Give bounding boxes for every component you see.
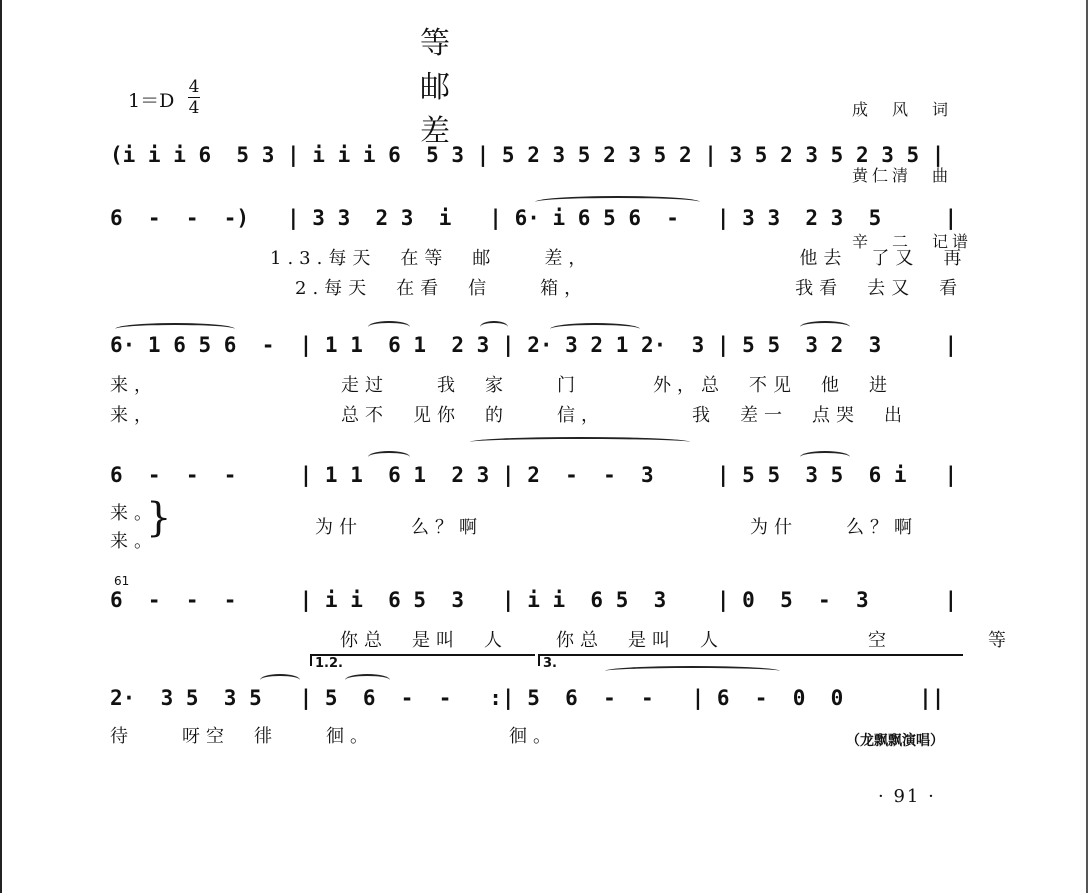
time-signature-top: 4: [188, 77, 200, 97]
notes-line: 6· 1 6 5 6 - | 1 1 6 1 2 3 | 2· 3 2 1 2· 3 | 5 5 3 2 3 |: [110, 333, 958, 357]
notes-line: 6 - - - | i i 6 5 3 | i i 6 5 3 | 0 5 - 3 |: [110, 588, 958, 612]
slur: [535, 196, 700, 208]
key-signature: 1＝D: [128, 90, 175, 112]
lyric-verse-2: 来， 总不 见你 的 信， 我 差一 点哭 出: [110, 405, 908, 426]
page-number: · 91 ·: [878, 786, 936, 807]
lyricist-credit: 成 风 词: [852, 100, 953, 119]
lyric-verse-1: 待 呀空 徘 徊。 徊。: [110, 726, 557, 747]
slur: [260, 674, 300, 686]
slur: [605, 666, 780, 676]
slur: [368, 451, 410, 463]
lyric-middle-2: 为什 么？啊: [750, 517, 918, 538]
score-row-3: [110, 325, 980, 426]
slur: [115, 323, 235, 335]
lyric-verse-1: 你总 是叫 人 你总 是叫 人 空 等: [340, 630, 1012, 651]
score-row-4: [110, 455, 980, 552]
slur: [470, 437, 690, 447]
verse-brace: }: [146, 495, 172, 541]
lyric-verse-1: 来。: [110, 503, 158, 524]
slur: [368, 321, 410, 333]
lyric-verse-2: 来。: [110, 531, 158, 552]
time-signature-bottom: 4: [188, 98, 200, 118]
volta-1: 1.2.: [310, 654, 535, 666]
time-signature: [188, 78, 200, 117]
page-left-edge: [0, 0, 2, 893]
score-row-5: [110, 574, 1012, 651]
slur: [800, 451, 850, 463]
lyric-middle-1: 为什 么？啊: [315, 517, 483, 538]
notes-line: 6 - - - | 1 1 6 1 2 3 | 2 - - 3 | 5 5 3 5 6 i |: [110, 463, 958, 487]
slur: [345, 674, 390, 686]
volta-2: 3.: [538, 654, 963, 666]
score-row-1: [110, 135, 980, 179]
grace-notes: 61: [114, 574, 130, 588]
transcriber-credit: 辛 二 记谱: [852, 232, 973, 251]
notes-line: 6 - - -) | 3 3 2 3 i | 6· i 6 5 6 - | 3 3 2 3 5 |: [110, 206, 958, 230]
notes-line: (i i i 6 5 3 | i i i 6 5 3 | 5 2 3 5 2 3 5 2 | 3 5 2 3 5 2 3 5 |: [110, 143, 945, 167]
composer-credit: 黄仁清 曲: [852, 166, 953, 185]
notes-line: 2· 3 5 3 5 | 5 6 - - :| 5 6 - - | 6 - 0 0 ||: [110, 686, 945, 710]
slur: [800, 321, 850, 333]
score-row-2: [110, 198, 980, 299]
lyric-verse-2: 2.每天 在看 信 箱， 我看 去又 看: [295, 278, 964, 299]
slur: [550, 323, 640, 335]
song-title: 等 邮 差: [420, 26, 592, 149]
lyric-verse-1: 1.3.每天 在等 邮 差， 他去 了又 再: [270, 248, 968, 269]
lyric-verse-1: 来， 走过 我 家 门 外，总 不见 他 进: [110, 375, 893, 396]
performer-credit: （龙飘飘演唱）: [846, 733, 944, 749]
slur: [480, 321, 508, 333]
